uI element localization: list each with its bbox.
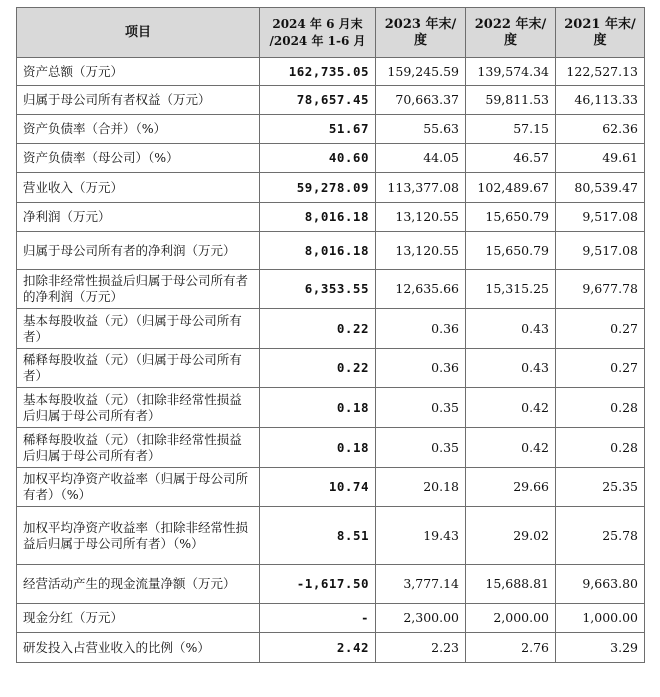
header-row bbox=[17, 8, 645, 58]
cell-value: 9,677.78 bbox=[556, 270, 645, 309]
cell-value: 2.42 bbox=[260, 633, 376, 663]
cell-value: 0.22 bbox=[260, 309, 376, 349]
table-row bbox=[17, 428, 645, 468]
header-item: 项目 bbox=[17, 8, 260, 58]
cell-value: 159,245.59 bbox=[376, 58, 466, 86]
cell-value: 162,735.05 bbox=[260, 58, 376, 86]
cell-value: 0.42 bbox=[466, 388, 556, 428]
cell-value: 12,635.66 bbox=[376, 270, 466, 309]
cell-value: 59,278.09 bbox=[260, 173, 376, 203]
header-2022: 2022 年末/度 bbox=[466, 8, 556, 58]
cell-value: 0.36 bbox=[376, 309, 466, 349]
cell-value: 3,777.14 bbox=[376, 565, 466, 604]
table-row bbox=[17, 507, 645, 565]
cell-value: 25.78 bbox=[556, 507, 645, 565]
cell-value: 55.63 bbox=[376, 115, 466, 144]
cell-value: 19.43 bbox=[376, 507, 466, 565]
cell-value: - bbox=[260, 604, 376, 633]
row-label: 稀释每股收益（元）（扣除非经常性损益后归属于母公司所有者） bbox=[17, 428, 260, 468]
cell-value: 0.18 bbox=[260, 388, 376, 428]
row-label: 基本每股收益（元）（归属于母公司所有者） bbox=[17, 309, 260, 349]
financial-data-table bbox=[16, 7, 645, 663]
cell-value: 1,000.00 bbox=[556, 604, 645, 633]
cell-value: 13,120.55 bbox=[376, 232, 466, 270]
table-row bbox=[17, 144, 645, 173]
header-2023: 2023 年末/度 bbox=[376, 8, 466, 58]
row-label: 经营活动产生的现金流量净额（万元） bbox=[17, 565, 260, 604]
row-label: 现金分红（万元） bbox=[17, 604, 260, 633]
cell-value: 25.35 bbox=[556, 468, 645, 507]
cell-value: 113,377.08 bbox=[376, 173, 466, 203]
cell-value: 8.51 bbox=[260, 507, 376, 565]
row-label: 净利润（万元） bbox=[17, 203, 260, 232]
cell-value: 15,688.81 bbox=[466, 565, 556, 604]
cell-value: 80,539.47 bbox=[556, 173, 645, 203]
cell-value: 44.05 bbox=[376, 144, 466, 173]
cell-value: 2,300.00 bbox=[376, 604, 466, 633]
cell-value: 62.36 bbox=[556, 115, 645, 144]
row-label: 研发投入占营业收入的比例（%） bbox=[17, 633, 260, 663]
cell-value: 0.22 bbox=[260, 349, 376, 388]
row-label: 加权平均净资产收益率（归属于母公司所有者）（%） bbox=[17, 468, 260, 507]
table-row bbox=[17, 270, 645, 309]
cell-value: 9,517.08 bbox=[556, 203, 645, 232]
table-row bbox=[17, 173, 645, 203]
row-label: 归属于母公司所有者的净利润（万元） bbox=[17, 232, 260, 270]
header-2021: 2021 年末/度 bbox=[556, 8, 645, 58]
table-row bbox=[17, 604, 645, 633]
cell-value: 0.27 bbox=[556, 349, 645, 388]
cell-value: 6,353.55 bbox=[260, 270, 376, 309]
cell-value: 40.60 bbox=[260, 144, 376, 173]
cell-value: 0.28 bbox=[556, 388, 645, 428]
table-row bbox=[17, 388, 645, 428]
cell-value: 8,016.18 bbox=[260, 232, 376, 270]
cell-value: 0.18 bbox=[260, 428, 376, 468]
cell-value: 0.43 bbox=[466, 309, 556, 349]
row-label: 资产负债率（母公司）（%） bbox=[17, 144, 260, 173]
row-label: 资产负债率（合并）（%） bbox=[17, 115, 260, 144]
cell-value: 57.15 bbox=[466, 115, 556, 144]
row-label: 资产总额（万元） bbox=[17, 58, 260, 86]
cell-value: 29.02 bbox=[466, 507, 556, 565]
cell-value: 9,517.08 bbox=[556, 232, 645, 270]
table-row bbox=[17, 565, 645, 604]
cell-value: 70,663.37 bbox=[376, 86, 466, 115]
cell-value: -1,617.50 bbox=[260, 565, 376, 604]
cell-value: 51.67 bbox=[260, 115, 376, 144]
header-2024h1: 2024 年 6 月末 /2024 年 1-6 月 bbox=[260, 8, 376, 58]
cell-value: 0.36 bbox=[376, 349, 466, 388]
cell-value: 2.76 bbox=[466, 633, 556, 663]
cell-value: 59,811.53 bbox=[466, 86, 556, 115]
cell-value: 139,574.34 bbox=[466, 58, 556, 86]
table-row bbox=[17, 86, 645, 115]
cell-value: 15,650.79 bbox=[466, 232, 556, 270]
row-label: 基本每股收益（元）（扣除非经常性损益后归属于母公司所有者） bbox=[17, 388, 260, 428]
row-label: 归属于母公司所有者权益（万元） bbox=[17, 86, 260, 115]
cell-value: 46,113.33 bbox=[556, 86, 645, 115]
cell-value: 122,527.13 bbox=[556, 58, 645, 86]
table-row bbox=[17, 309, 645, 349]
cell-value: 15,650.79 bbox=[466, 203, 556, 232]
cell-value: 78,657.45 bbox=[260, 86, 376, 115]
cell-value: 0.43 bbox=[466, 349, 556, 388]
row-label: 稀释每股收益（元）（归属于母公司所有者） bbox=[17, 349, 260, 388]
cell-value: 10.74 bbox=[260, 468, 376, 507]
row-label: 营业收入（万元） bbox=[17, 173, 260, 203]
cell-value: 9,663.80 bbox=[556, 565, 645, 604]
cell-value: 102,489.67 bbox=[466, 173, 556, 203]
cell-value: 8,016.18 bbox=[260, 203, 376, 232]
row-label: 扣除非经常性损益后归属于母公司所有者的净利润（万元） bbox=[17, 270, 260, 309]
cell-value: 13,120.55 bbox=[376, 203, 466, 232]
cell-value: 46.57 bbox=[466, 144, 556, 173]
row-label: 加权平均净资产收益率（扣除非经常性损益后归属于母公司所有者）（%） bbox=[17, 507, 260, 565]
cell-value: 49.61 bbox=[556, 144, 645, 173]
cell-value: 3.29 bbox=[556, 633, 645, 663]
cell-value: 0.27 bbox=[556, 309, 645, 349]
cell-value: 0.35 bbox=[376, 388, 466, 428]
table-row bbox=[17, 203, 645, 232]
cell-value: 20.18 bbox=[376, 468, 466, 507]
cell-value: 2,000.00 bbox=[466, 604, 556, 633]
cell-value: 29.66 bbox=[466, 468, 556, 507]
table-row bbox=[17, 58, 645, 86]
cell-value: 15,315.25 bbox=[466, 270, 556, 309]
cell-value: 0.42 bbox=[466, 428, 556, 468]
table-row bbox=[17, 633, 645, 663]
table-row bbox=[17, 232, 645, 270]
table-row bbox=[17, 115, 645, 144]
cell-value: 2.23 bbox=[376, 633, 466, 663]
cell-value: 0.35 bbox=[376, 428, 466, 468]
table-row bbox=[17, 349, 645, 388]
table-row bbox=[17, 468, 645, 507]
cell-value: 0.28 bbox=[556, 428, 645, 468]
